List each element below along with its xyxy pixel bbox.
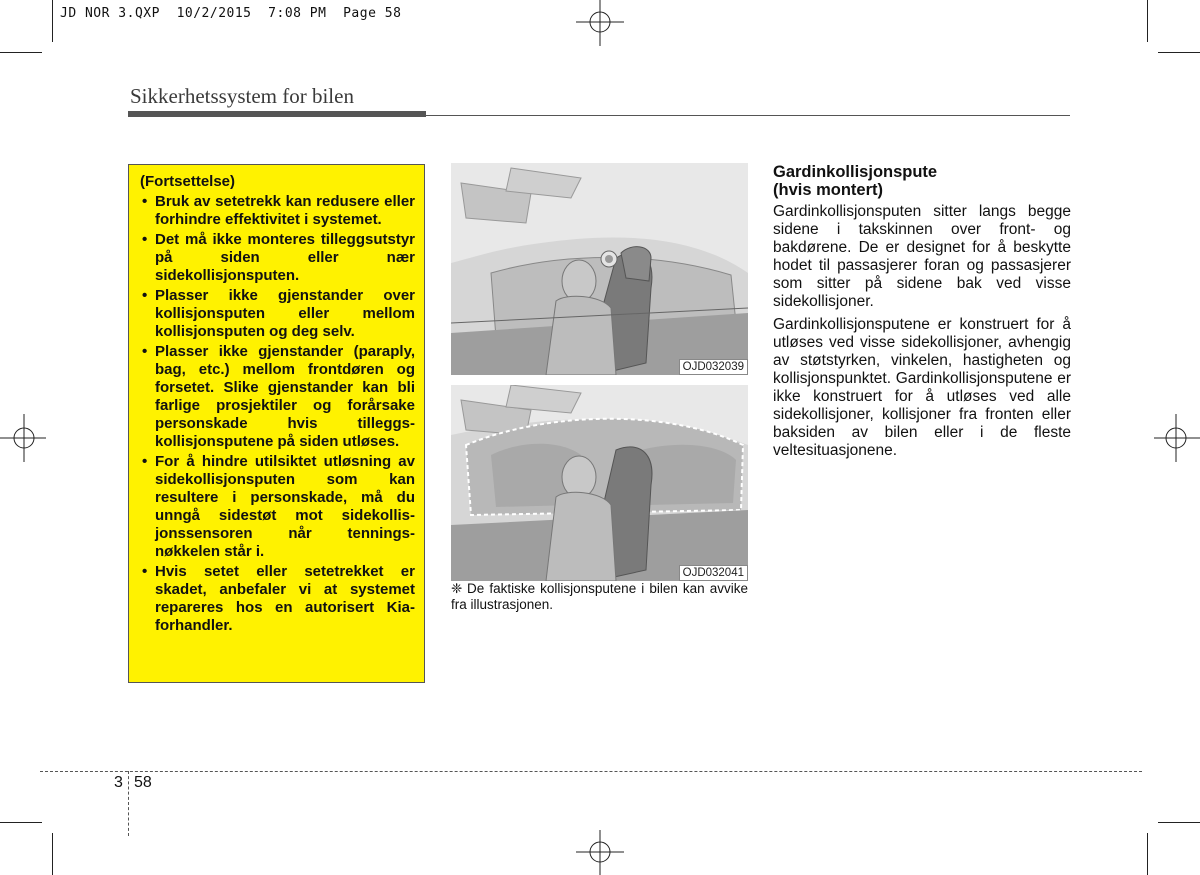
registration-mark-bottom [576, 830, 624, 875]
page-number: 58 [134, 774, 152, 791]
chapter-number: 3 [114, 774, 123, 791]
heading-line-1: Gardinkollisjonspute [773, 163, 938, 181]
curtain-airbag-section [773, 163, 1071, 465]
figure-curtain-airbag [451, 385, 748, 581]
warning-box [128, 164, 425, 683]
header-rule-thin [426, 115, 1070, 116]
footer-divider [128, 771, 129, 836]
warning-item: • Det må ikke monteres tilleggsutstyr på siden eller nær sidekollisjonsputen. [140, 231, 415, 285]
figure-caption [451, 581, 748, 613]
figure-code: OJD032041 [679, 565, 748, 581]
warning-item: • Plasser ikke gjenstander over kollisjonsputen eller mellom kollisjonsputen og deg selv. [140, 287, 415, 341]
warning-item: • Hvis setet eller setetrekket er skadet, anbefaler vi at systemet repareres hos en autorisert Kia-forhandler. [140, 563, 415, 635]
header-rule-thick [128, 111, 426, 117]
warning-heading: (Fortsettelse) [140, 173, 236, 190]
warning-list [140, 193, 415, 635]
paragraph-2: Gardinkollisjonsputene er konstruert for å utløses ved visse sidekollisjoner, avhengig av støtstyrken, vinkelen, hastigheten og kollisjonspunktet. Gardinkollisjonsputene er ikke konstruert for å utløses ved alle sidekollisjoner, kollisjoner fra fronten eller baksiden av bilen eller i de fleste veltesituasjonene. [773, 316, 1071, 459]
curtain-airbag-illustration [451, 385, 748, 581]
figure-interior-before [451, 163, 748, 375]
warning-item: • For å hindre utilsiktet utløsning av sidekollisjonsputen som kan resultere i personskade, må du unngå sidestøt mot sidekollis-jonssensoren når tennings-nøkkelen står i. [140, 453, 415, 561]
registration-mark-left [0, 414, 46, 462]
paragraph-1: Gardinkollisjonsputen sitter langs begge sidene i takskinnen over front- og bakdørene. De er designet for å beskytte hodet til passasjerer foran og passasjerer som sitter på sidene bak ved visse sidekollisjoner. [773, 203, 1071, 310]
section-heading [773, 163, 1071, 199]
warning-item: • Bruk av setetrekk kan redusere eller forhindre effektivitet i systemet. [140, 193, 415, 229]
note-mark-icon: ❈ [451, 581, 463, 596]
printer-slug: JD NOR 3.QXP 10/2/2015 7:08 PM Page 58 [60, 6, 402, 21]
warning-item: • Plasser ikke gjenstander (paraply, bag, etc.) mellom frontdøren og forsetet. Slike gjenstander kan bli farlige prosjektiler og forårsake personskade hvis tilleggs-kollisjonsputene på siden utløses. [140, 343, 415, 451]
section-title: Sikkerhetssystem for bilen [130, 84, 354, 108]
footer-rule [40, 771, 1142, 772]
figure-code: OJD032039 [679, 359, 748, 375]
caption-text: De faktiske kollisjonsputene i bilen kan avvike fra illustrasjonen. [451, 581, 748, 612]
registration-mark-right [1154, 414, 1200, 462]
registration-mark-top [576, 0, 624, 46]
heading-line-2: (hvis montert) [773, 181, 884, 199]
interior-illustration [451, 163, 748, 375]
